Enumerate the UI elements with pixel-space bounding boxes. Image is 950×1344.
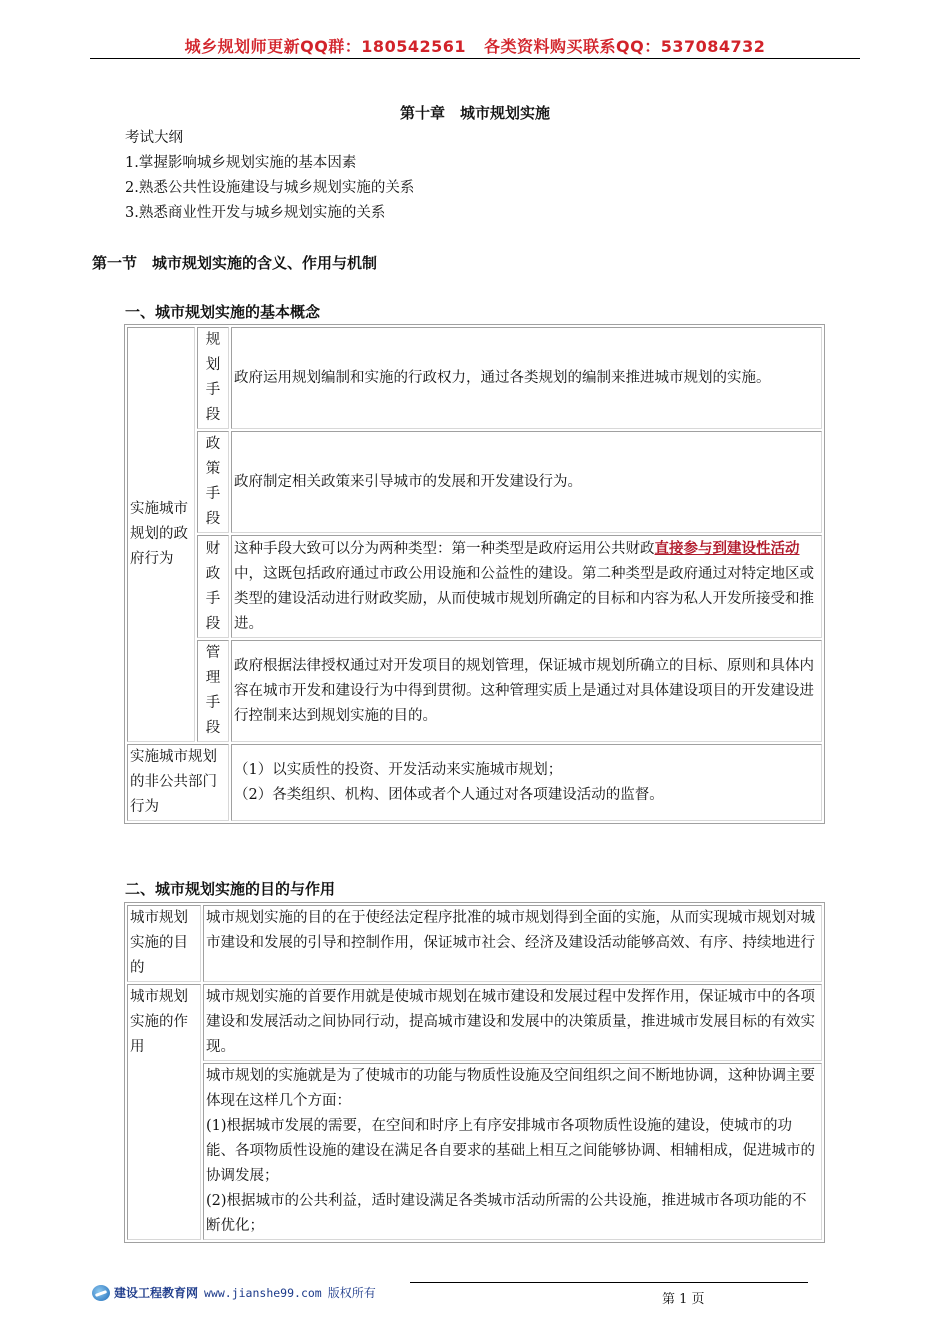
outline-item: 1.掌握影响城乡规划实施的基本因素 (125, 155, 357, 171)
role-text: 城市规划实施的首要作用就是使城市规划在城市建设和发展过程中发挥作用，保证城市中的各项建设和发展活动之间协同行动，提高城市建设和发展中的决策质量，推进城市发展目标的有效实现。 (203, 984, 822, 1061)
outline-item: 3.熟悉商业性开发与城乡规划实施的关系 (125, 205, 386, 221)
page-number: 第 1 页 (662, 1292, 705, 1307)
purpose-text: 城市规划实施的目的在于使经法定程序批准的城市规划得到全面的实施，从而实现城市规划对城市建设和发展的引导和控制作用，保证城市社会、经济及建设活动能够高效、有序、持续地进行 (203, 905, 822, 982)
chapter-title: 第十章 城市规划实施 (399, 104, 550, 122)
table-purpose-role (124, 902, 825, 1243)
table-basic-concepts (124, 324, 825, 824)
table-row (127, 1063, 822, 1240)
section-title: 第一节 城市规划实施的含义、作用与机制 (92, 254, 378, 272)
table-row (127, 905, 822, 982)
direct-participation-link[interactable]: 直接参与到建设性活动 (654, 540, 800, 557)
footer-url-link[interactable]: www.jianshe99.com (204, 1285, 322, 1300)
header-rule (90, 58, 860, 59)
means-text-fiscal: 这种手段大致可以分为两种类型：第一种类型是政府运用公共财政直接参与到建设性活动中，这既包括政府通过市政公用设施和公益性的建设。第二种类型是政府通过对特定地区或类型的建设活动进行财政奖励，从而使城市规划所确定的目标和内容为私人开发所接受和推进。 (231, 535, 822, 638)
means-text-planning: 政府运用规划编制和实施的行政权力，通过各类规划的编制来推进城市规划的实施。 (231, 327, 822, 429)
exam-outline (125, 126, 414, 226)
means-label-management: 管 理 手 段 (197, 640, 229, 742)
table-row (127, 327, 822, 429)
coordination-text: 城市规划的实施就是为了使城市的功能与物质性设施及空间组织之间不断地协调，这种协调主要体现在这样几个方面： (1)根据城市发展的需要，在空间和时序上有序安排城市各项物质性设施的建设，使城市的功能、各项物质性设施的建设在满足各自要求的基础上相互之间能够协调、相辅相成，促进城市的协调发展； (2)根据城市的公共利益，适时建设满足各类城市活动所需的公共设施，推进城市各项功能的不断优化； (203, 1063, 822, 1240)
nonpublic-behavior-text: （1）以实质性的投资、开发活动来实施城市规划； （2）各类组织、机构、团体或者个人通过对各项建设活动的监督。 (231, 744, 822, 821)
subsection-title-purpose: 二、城市规划实施的目的与作用 (125, 880, 336, 898)
means-label-planning: 规 划 手 段 (197, 327, 229, 429)
footer-rule (410, 1282, 808, 1283)
means-label-fiscal: 财 政 手 段 (197, 535, 229, 638)
page-header (0, 34, 950, 57)
means-text-management: 政府根据法律授权通过对开发项目的规划管理，保证城市规划所确立的目标、原则和具体内容在城市开发和建设行为中得到贯彻。这种管理实质上是通过对具体建设项目的开发建设进行控制来达到规划实施的目的。 (231, 640, 822, 742)
nonpublic-behavior-label: 实施城市规划的非公共部门行为 (127, 744, 229, 821)
means-text-policy: 政府制定相关政策来引导城市的发展和开发建设行为。 (231, 431, 822, 533)
table-row (127, 744, 822, 821)
table-row (127, 431, 822, 533)
role-label: 城市规划实施的作用 (127, 984, 201, 1240)
purpose-label: 城市规划实施的目的 (127, 905, 201, 982)
footer-brand-name: 建设工程教育网 (114, 1286, 199, 1300)
jianshe-logo-icon (92, 1285, 110, 1301)
table-row (127, 984, 822, 1061)
footer-rights: 版权所有 (327, 1286, 376, 1300)
table-row (127, 640, 822, 742)
footer-brand (92, 1284, 376, 1301)
header-purchase-contact: 各类资料购买联系QQ：537084732 (484, 37, 766, 56)
gov-behavior-label: 实施城市规划的政府行为 (127, 327, 195, 742)
table-row (127, 535, 822, 638)
means-label-policy: 政 策 手 段 (197, 431, 229, 533)
header-qq-group: 城乡规划师更新QQ群：180542561 (184, 37, 466, 56)
outline-item: 2.熟悉公共性设施建设与城乡规划实施的关系 (125, 180, 415, 196)
subsection-title-concepts: 一、城市规划实施的基本概念 (125, 303, 321, 321)
outline-title: 考试大纲 (125, 130, 183, 146)
